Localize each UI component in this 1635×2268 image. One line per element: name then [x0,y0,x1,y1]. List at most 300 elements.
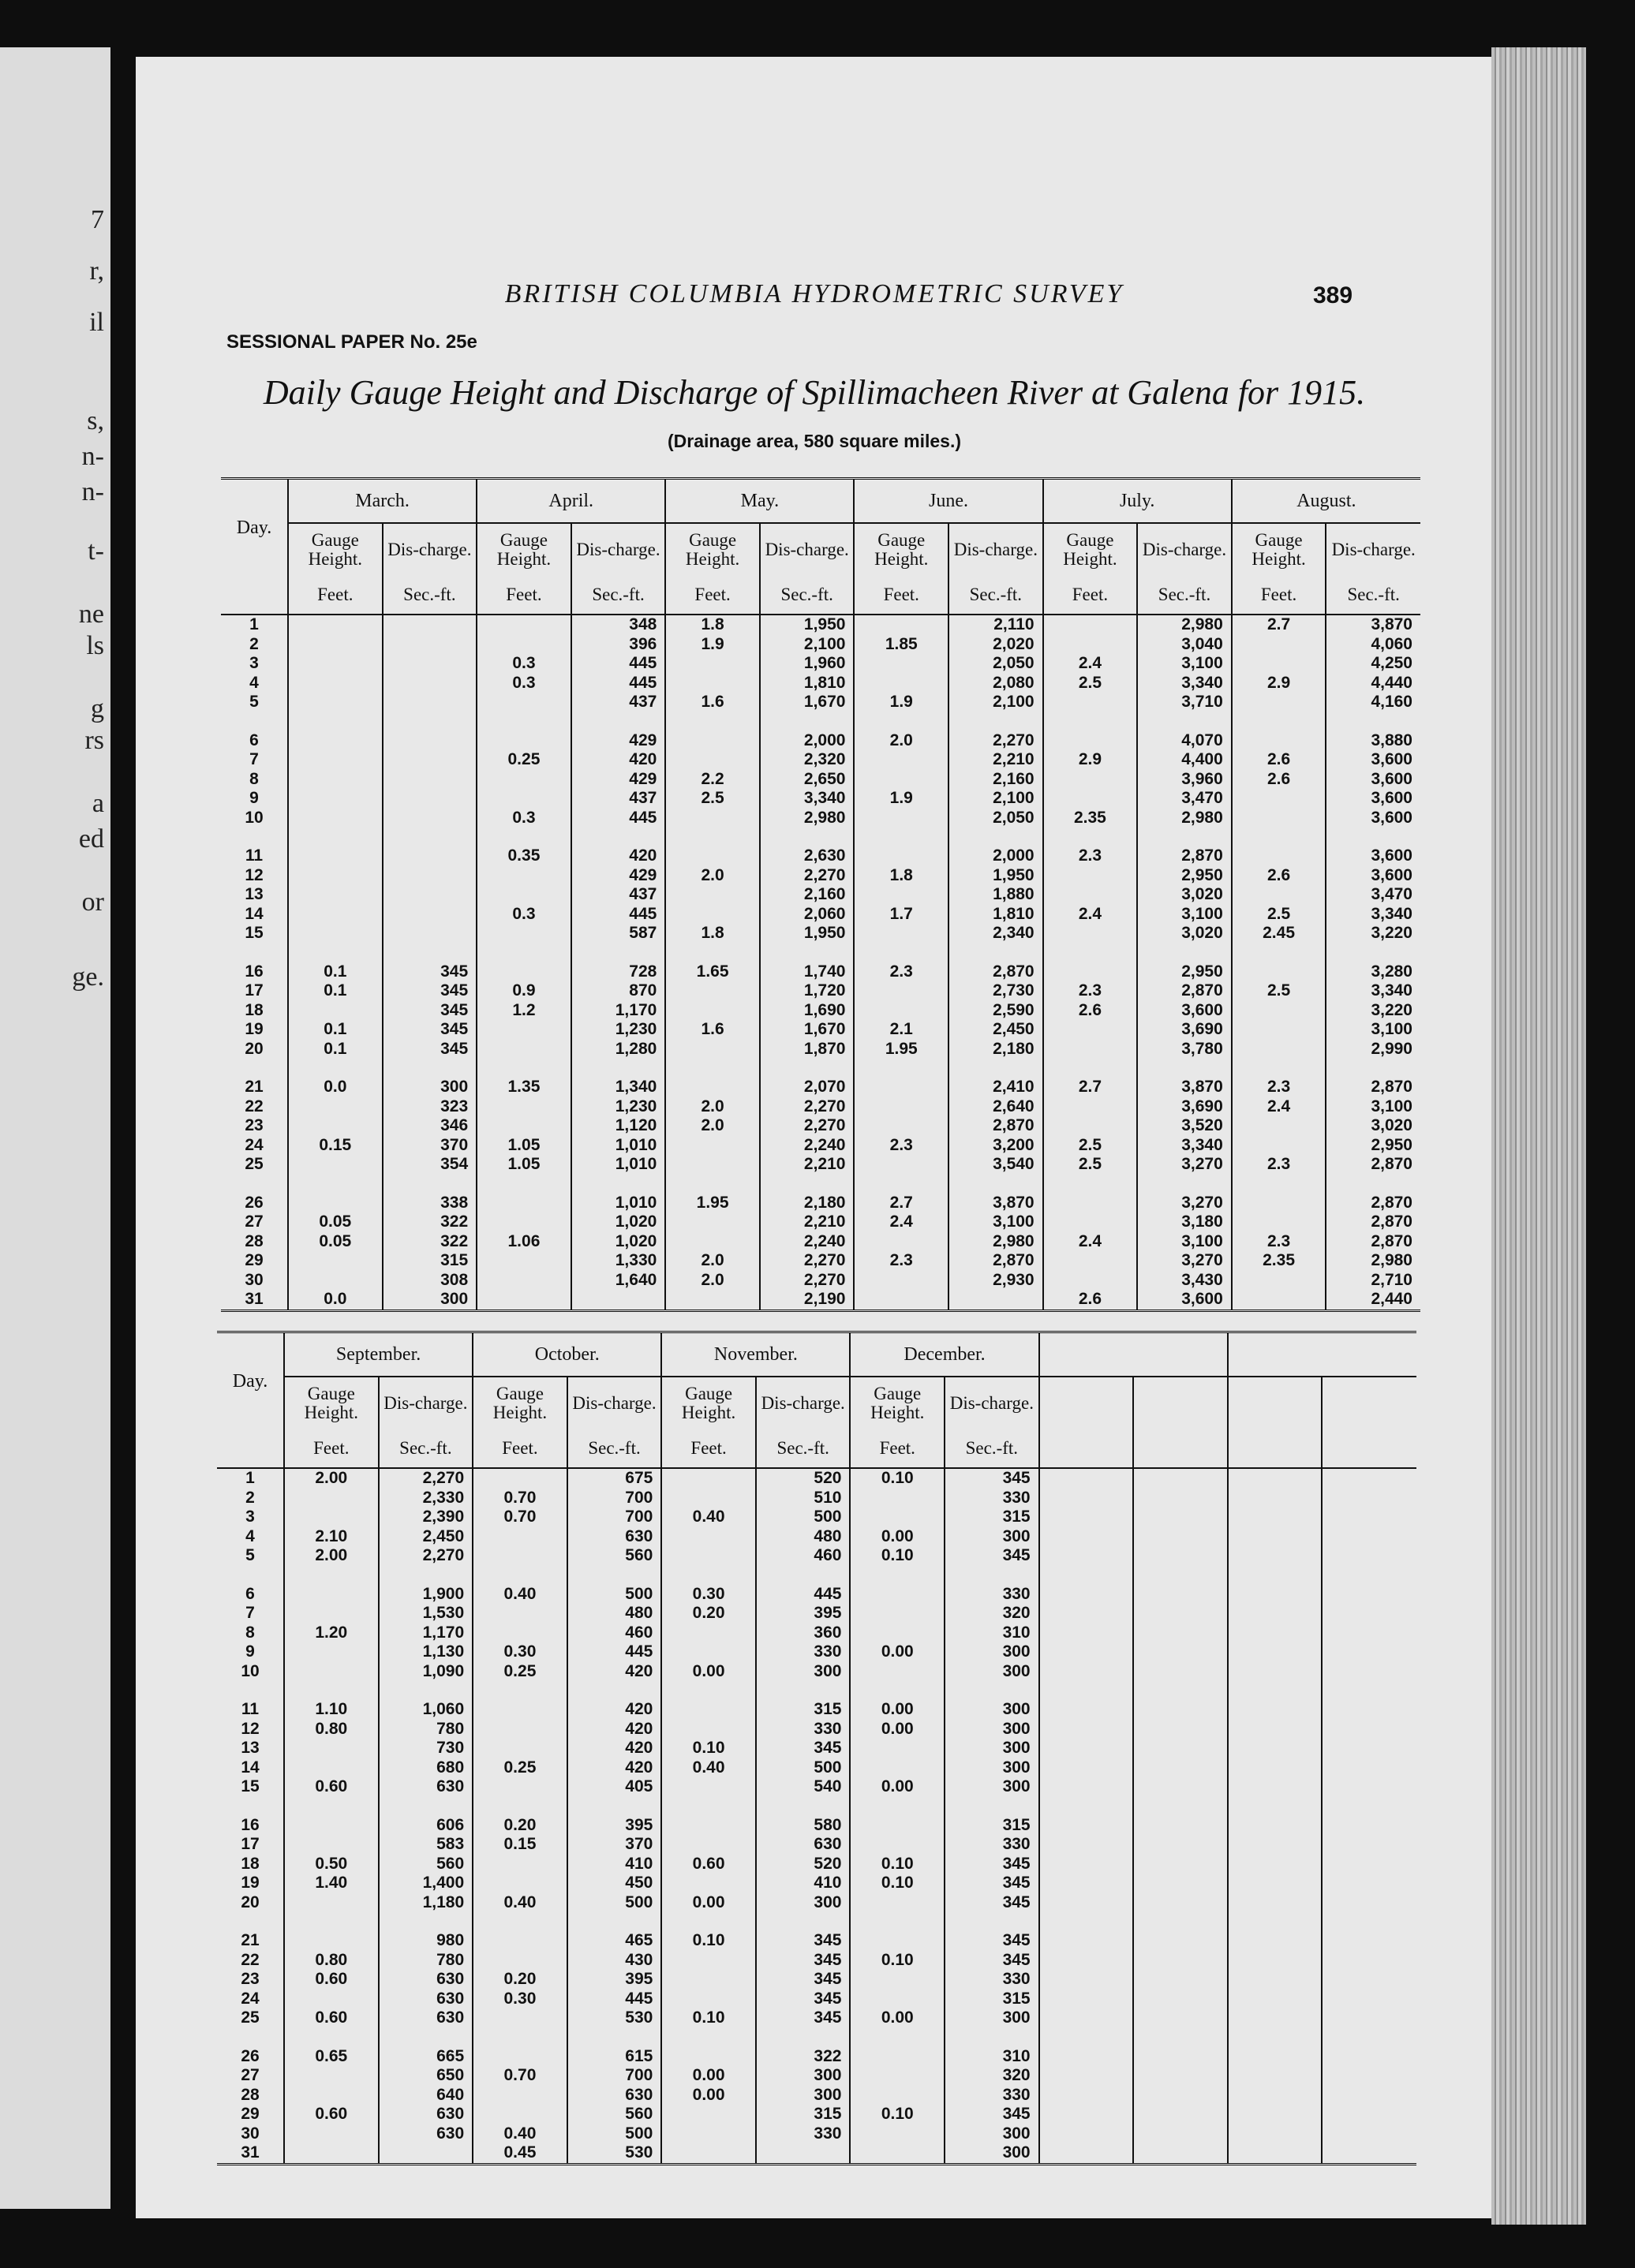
gauge-height-cell: 2.6 [1232,750,1326,770]
gauge-height-cell: 2.5 [1232,905,1326,925]
gauge-height-cell [1039,1777,1134,1797]
gauge-height-cell: 0.15 [288,1136,383,1156]
day-cell: 28 [245,1231,264,1250]
gauge-height-cell [473,1912,567,1951]
discharge-cell: 630 [379,2105,473,2124]
month-header: March. [288,479,477,524]
gauge-height-cell [1228,1604,1323,1623]
discharge-cell: 2,100 [760,635,855,655]
table-row [217,1527,1416,1547]
secft-unit-label: Sec.-ft. [567,1429,662,1468]
discharge-cell: 630 [567,1527,662,1547]
discharge-cell: 300 [945,1642,1039,1662]
discharge-cell: 500 [567,1893,662,1913]
gauge-height-cell [854,750,948,770]
discharge-cell: 2,870 [1326,1232,1420,1252]
discharge-cell: 1,020 [571,1212,666,1232]
gauge-height-cell: 2.4 [854,1212,948,1232]
table-row [217,1874,1416,1893]
discharge-cell [1133,1527,1228,1547]
gauge-height-cell [1232,693,1326,712]
gauge-height-cell: 2.45 [1232,924,1326,943]
gauge-height-cell [288,1097,383,1117]
discharge-cell: 2,870 [948,1251,1043,1271]
discharge-cell: 2,240 [760,1232,855,1252]
discharge-cell: 2,050 [948,809,1043,828]
discharge-cell: 1,340 [571,1059,666,1097]
gauge-height-cell [661,1546,756,1566]
discharge-table-september-december [217,1331,1416,2165]
gauge-height-cell: 2.3 [1232,1059,1326,1097]
gauge-height-cell [1228,2105,1323,2124]
previous-page-text-fragment: il [89,308,104,337]
gauge-height-cell [1228,1797,1323,1836]
feet-unit-label: Feet. [850,1429,945,1468]
gauge-height-cell: 2.1 [854,1020,948,1040]
day-cell: 22 [241,1950,260,1969]
gauge-height-cell: 1.35 [477,1059,571,1097]
discharge-cell [1133,1681,1228,1720]
gauge-height-cell: 0.00 [850,1681,945,1720]
discharge-cell: 2,210 [760,1155,855,1175]
day-cell: 1 [245,1469,255,1488]
discharge-cell: 2,270 [760,866,855,886]
table-row [221,770,1420,790]
gauge-height-cell [1232,1136,1326,1156]
day-cell: 21 [241,1931,260,1950]
discharge-cell: 395 [756,1604,851,1623]
gauge-height-cell [854,1155,948,1175]
discharge-cell [756,2143,851,2164]
secft-unit-label: Sec.-ft. [948,576,1043,615]
document-page [136,57,1493,2218]
gauge-height-cell [1228,1893,1323,1913]
discharge-cell: 3,100 [1326,1020,1420,1040]
day-cell: 29 [241,2105,260,2124]
discharge-cell: 700 [567,1508,662,1527]
gauge-height-cell [1039,1681,1134,1720]
discharge-cell: 520 [756,1855,851,1874]
discharge-header: Dis-charge. [383,523,477,576]
gauge-height-cell [288,635,383,655]
discharge-cell: 300 [945,2124,1039,2144]
gauge-height-cell [1232,1175,1326,1213]
gauge-height-cell: 2.6 [1232,866,1326,886]
secft-unit-label [1322,1429,1416,1468]
table-row [221,1290,1420,1310]
discharge-cell: 300 [383,1059,477,1097]
gauge-height-cell: 0.30 [473,1642,567,1662]
discharge-cell: 430 [567,1951,662,1971]
discharge-cell: 3,100 [1326,1097,1420,1117]
discharge-cell: 308 [383,1271,477,1291]
gauge-height-cell [473,1777,567,1797]
discharge-cell: 665 [379,2028,473,2067]
discharge-cell: 2,270 [760,1271,855,1291]
discharge-cell: 300 [945,1681,1039,1720]
discharge-cell: 540 [756,1777,851,1797]
day-cell: 19 [241,1874,260,1892]
gauge-height-cell [665,981,760,1001]
discharge-cell: 395 [567,1970,662,1990]
gauge-height-cell [288,789,383,809]
table-row [217,1758,1416,1778]
discharge-cell: 3,600 [1326,770,1420,790]
gauge-height-cell: 2.3 [854,1136,948,1156]
gauge-height-cell: 2.6 [1232,770,1326,790]
discharge-cell [383,693,477,712]
discharge-cell: 2,060 [760,905,855,925]
discharge-cell: 330 [756,2124,851,2144]
discharge-cell: 560 [567,2105,662,2124]
discharge-cell: 420 [567,1720,662,1739]
table-row [221,654,1420,674]
table-row [217,1835,1416,1855]
discharge-cell: 3,600 [1137,1001,1232,1021]
discharge-cell: 3,430 [1137,1271,1232,1291]
discharge-header: Dis-charge. [379,1377,473,1429]
day-cell: 20 [241,1892,260,1911]
gauge-height-cell: 2.6 [1043,1001,1138,1021]
discharge-cell [571,1290,666,1310]
gauge-height-cell [1043,693,1138,712]
gauge-height-cell [1043,866,1138,886]
discharge-cell: 675 [567,1468,662,1489]
gauge-height-cell [854,1290,948,1310]
discharge-cell: 3,270 [1137,1155,1232,1175]
gauge-height-cell [1043,924,1138,943]
discharge-cell: 2,160 [760,885,855,905]
gauge-height-cell [284,1662,379,1682]
day-cell: 12 [241,1719,260,1738]
gauge-height-cell: 1.10 [284,1681,379,1720]
gauge-height-cell: 2.0 [665,1271,760,1291]
gauge-height-cell [1228,1758,1323,1778]
day-cell: 31 [241,2143,260,2162]
discharge-cell: 320 [945,2066,1039,2086]
gauge-height-cell [850,1893,945,1913]
previous-page-text-fragment: t- [88,536,104,566]
gauge-height-cell: 0.60 [284,2008,379,2028]
gauge-height-cell [1232,789,1326,809]
discharge-cell: 354 [383,1155,477,1175]
gauge-height-cell [665,712,760,751]
unit-row-spacer [217,1429,284,1468]
discharge-cell [1322,1912,1416,1951]
gauge-height-cell [661,1835,756,1855]
secft-unit-label: Sec.-ft. [1137,576,1232,615]
feet-unit-label [1228,1429,1323,1468]
discharge-cell [1322,1758,1416,1778]
discharge-cell: 2,160 [948,770,1043,790]
gauge-height-cell: 0.40 [473,2124,567,2144]
gauge-height-cell [854,1116,948,1136]
gauge-height-cell: 1.9 [854,693,948,712]
table-row [221,1175,1420,1213]
gauge-height-cell: 0.40 [661,1508,756,1527]
table-row [221,1040,1420,1059]
gauge-height-cell: 1.95 [665,1175,760,1213]
discharge-cell: 1,170 [379,1623,473,1643]
day-cell: 11 [245,846,264,865]
discharge-cell: 3,470 [1137,789,1232,809]
discharge-cell: 3,100 [948,1212,1043,1232]
gauge-height-cell [1039,1489,1134,1508]
discharge-cell [383,924,477,943]
table-row [217,1604,1416,1623]
table-row [217,1951,1416,1971]
table-row [217,1912,1416,1951]
feet-unit-label: Feet. [284,1429,379,1468]
gauge-height-cell [850,1739,945,1758]
discharge-cell: 345 [756,1951,851,1971]
discharge-cell: 520 [756,1468,851,1489]
discharge-cell: 330 [756,1720,851,1739]
gauge-height-cell: 2.0 [665,1251,760,1271]
discharge-cell: 330 [945,2086,1039,2105]
discharge-cell [1133,1739,1228,1758]
discharge-cell: 1,180 [379,1893,473,1913]
table-row [221,943,1420,982]
gauge-height-cell: 0.3 [477,809,571,828]
day-cell: 4 [249,673,259,692]
discharge-cell: 3,340 [1137,1136,1232,1156]
gauge-height-cell [1232,1290,1326,1310]
discharge-cell: 345 [756,1912,851,1951]
gauge-height-cell [1232,943,1326,982]
discharge-cell: 395 [567,1797,662,1836]
day-cell: 21 [245,1078,264,1097]
day-cell: 17 [245,981,264,1000]
discharge-cell: 1,230 [571,1097,666,1117]
discharge-cell: 322 [383,1212,477,1232]
gauge-height-cell: 0.05 [288,1212,383,1232]
discharge-cell: 2,320 [760,750,855,770]
gauge-height-cell [284,2066,379,2086]
gauge-height-cell [854,1232,948,1252]
discharge-cell [1133,2143,1228,2164]
gauge-height-cell [473,1468,567,1489]
table-row [221,1251,1420,1271]
discharge-cell: 640 [379,2086,473,2105]
discharge-header: Dis-charge. [948,523,1043,576]
gauge-height-cell [1232,885,1326,905]
discharge-cell: 445 [571,905,666,925]
gauge-height-cell [854,924,948,943]
day-cell: 14 [241,1758,260,1777]
discharge-cell [1133,1604,1228,1623]
gauge-height-cell [665,809,760,828]
gauge-height-cell: 2.35 [1232,1251,1326,1271]
previous-page-text-fragment: ge. [72,962,104,992]
discharge-cell: 437 [571,885,666,905]
discharge-cell: 2,990 [1326,1040,1420,1059]
discharge-cell: 445 [571,674,666,693]
discharge-header: Dis-charge. [571,523,666,576]
discharge-cell: 2,870 [1326,1175,1420,1213]
gauge-height-cell [288,615,383,635]
discharge-cell: 345 [945,1546,1039,1566]
discharge-cell: 300 [945,1662,1039,1682]
discharge-cell: 3,340 [1326,981,1420,1001]
discharge-cell: 630 [379,2124,473,2144]
day-column-header: Day. [232,1370,268,1392]
table-row [221,1155,1420,1175]
gauge-height-cell: 0.10 [661,1912,756,1951]
gauge-height-header [1039,1377,1134,1429]
gauge-height-cell: 0.25 [473,1758,567,1778]
gauge-height-cell [288,750,383,770]
discharge-cell: 310 [945,1623,1039,1643]
feet-unit-label: Feet. [1043,576,1138,615]
discharge-cell [1133,2124,1228,2144]
gauge-height-cell [1228,2066,1323,2086]
discharge-cell: 480 [567,1604,662,1623]
discharge-cell: 2,640 [948,1097,1043,1117]
discharge-cell [1322,1527,1416,1547]
previous-page-text-fragment: 7 [91,205,104,234]
discharge-cell: 3,600 [1326,828,1420,866]
discharge-cell: 1,010 [571,1175,666,1213]
gauge-height-cell [1043,635,1138,655]
discharge-cell: 3,020 [1326,1116,1420,1136]
discharge-cell: 3,710 [1137,693,1232,712]
gauge-height-cell [288,1001,383,1021]
gauge-height-cell [1228,2008,1323,2028]
discharge-cell: 3,100 [1137,905,1232,925]
discharge-cell: 338 [383,1175,477,1213]
gauge-height-cell [288,885,383,905]
previous-page-text-fragment: ed [78,824,104,854]
gauge-height-cell [1039,1797,1134,1836]
gauge-height-cell [1228,1739,1323,1758]
gauge-height-cell: 1.9 [665,635,760,655]
table-row [217,1468,1416,1489]
gauge-height-cell [1039,2008,1134,2028]
gauge-height-cell [1228,1566,1323,1605]
gauge-height-cell [1228,1777,1323,1797]
discharge-cell [1133,1566,1228,1605]
discharge-cell [1322,2086,1416,2105]
day-cell: 6 [249,730,259,749]
discharge-cell: 345 [945,1468,1039,1489]
discharge-cell: 3,280 [1326,943,1420,982]
day-cell: 2 [249,634,259,653]
gauge-height-cell: 0.60 [284,2105,379,2124]
discharge-cell: 2,450 [379,1527,473,1547]
table-row [217,1681,1416,1720]
gauge-height-cell: 0.05 [288,1232,383,1252]
gauge-height-cell [477,1116,571,1136]
month-header: September. [284,1332,473,1377]
discharge-cell: 1,880 [948,885,1043,905]
discharge-header: Dis-charge. [1326,523,1420,576]
discharge-cell [1133,1546,1228,1566]
gauge-height-cell: 0.30 [473,1990,567,2009]
gauge-height-cell: 2.4 [1232,1097,1326,1117]
gauge-height-cell [1039,1623,1134,1643]
gauge-height-cell [1228,1970,1323,1990]
gauge-height-cell [473,1951,567,1971]
discharge-cell: 420 [571,750,666,770]
gauge-height-header: Gauge Height. [473,1377,567,1429]
discharge-cell: 4,440 [1326,674,1420,693]
gauge-height-cell [477,866,571,886]
gauge-height-cell [288,712,383,751]
gauge-height-cell [1039,1970,1134,1990]
discharge-cell: 345 [756,2008,851,2028]
gauge-height-cell [1039,1546,1134,1566]
gauge-height-cell [288,693,383,712]
gauge-height-cell: 2.9 [1043,750,1138,770]
discharge-cell: 396 [571,635,666,655]
discharge-header: Dis-charge. [945,1377,1039,1429]
gauge-height-cell: 2.7 [1043,1059,1138,1097]
unit-row-spacer [221,576,288,615]
gauge-height-cell: 2.5 [1232,981,1326,1001]
discharge-cell: 330 [945,1489,1039,1508]
discharge-cell: 410 [567,1855,662,1874]
gauge-height-cell [1039,1951,1134,1971]
table-row [221,866,1420,886]
discharge-cell: 300 [756,2086,851,2105]
gauge-height-cell [1228,1468,1323,1489]
discharge-cell: 445 [571,809,666,828]
discharge-cell: 345 [383,981,477,1001]
gauge-height-cell [284,1642,379,1662]
discharge-cell: 3,340 [1326,905,1420,925]
discharge-cell [1322,1893,1416,1913]
gauge-height-cell: 1.8 [665,924,760,943]
day-cell: 30 [245,1270,264,1289]
table-row [217,1797,1416,1836]
page-number: 389 [1313,282,1353,308]
gauge-height-cell [665,1290,760,1310]
day-cell: 28 [241,2085,260,2104]
gauge-height-cell: 2.00 [284,1468,379,1489]
discharge-cell: 370 [383,1136,477,1156]
discharge-cell [1133,2008,1228,2028]
gauge-height-cell [661,1951,756,1971]
secft-unit-label: Sec.-ft. [945,1429,1039,1468]
gauge-height-cell [1232,809,1326,828]
discharge-cell: 1,670 [760,693,855,712]
table-row [217,2124,1416,2144]
gauge-height-header: Gauge Height. [854,523,948,576]
discharge-cell: 1,640 [571,1271,666,1291]
gauge-height-cell: 0.00 [661,2066,756,2086]
gauge-height-cell [477,1020,571,1040]
month-header: November. [661,1332,850,1377]
table-row [221,1001,1420,1021]
discharge-cell: 345 [383,1040,477,1059]
feet-unit-label: Feet. [473,1429,567,1468]
discharge-cell [1322,1546,1416,1566]
gauge-height-cell: 0.60 [284,1970,379,1990]
gauge-height-cell: 1.06 [477,1232,571,1252]
table-row [217,2143,1416,2164]
gauge-height-cell [284,1604,379,1623]
gauge-height-cell: 0.00 [661,1893,756,1913]
day-cell: 7 [249,750,259,769]
gauge-height-cell [850,2143,945,2164]
discharge-header: Dis-charge. [567,1377,662,1429]
discharge-cell: 2,270 [379,1468,473,1489]
discharge-cell: 1,020 [571,1232,666,1252]
gauge-height-cell [661,2143,756,2164]
day-cell: 10 [245,808,264,827]
table-row [217,1855,1416,1874]
